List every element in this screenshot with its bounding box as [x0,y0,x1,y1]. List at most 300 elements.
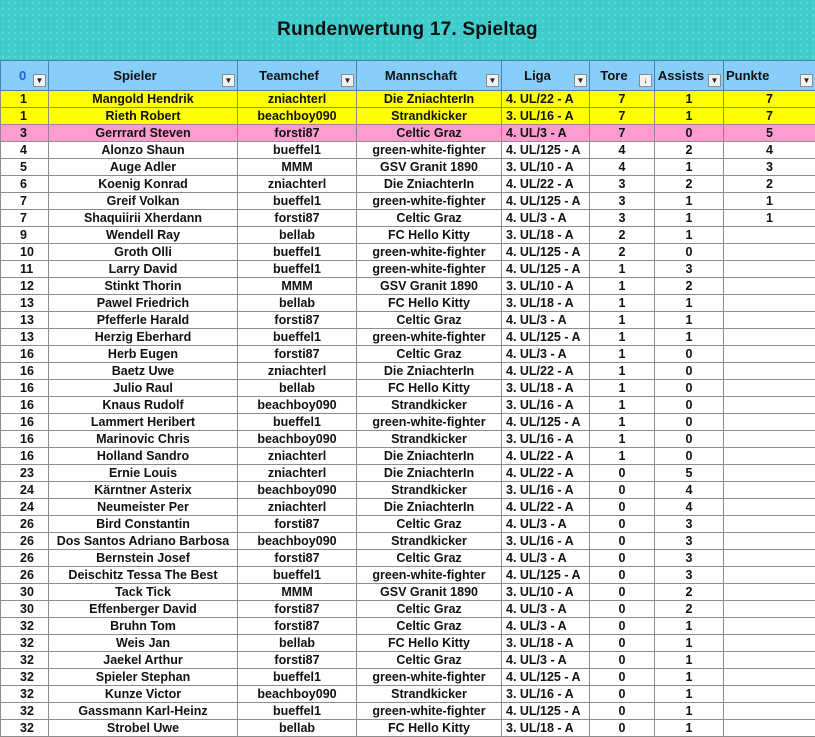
cell-rank[interactable]: 13 [1,312,49,329]
cell-mannschaft[interactable]: FC Hello Kitty [357,295,502,312]
cell-player[interactable]: Koenig Konrad [49,176,238,193]
cell-mannschaft[interactable]: FC Hello Kitty [357,635,502,652]
cell-liga[interactable]: 3. UL/16 - A [502,533,590,550]
cell-teamchef[interactable]: zniachterl [238,363,357,380]
cell-rank[interactable]: 32 [1,686,49,703]
cell-player[interactable]: Knaus Rudolf [49,397,238,414]
cell-tore[interactable]: 4 [590,159,655,176]
cell-teamchef[interactable]: zniachterl [238,465,357,482]
cell-teamchef[interactable]: beachboy090 [238,482,357,499]
cell-mannschaft[interactable]: green-white-fighter [357,261,502,278]
cell-punkte[interactable] [724,550,815,567]
cell-assists[interactable]: 1 [655,210,724,227]
cell-assists[interactable]: 2 [655,278,724,295]
cell-assists[interactable]: 0 [655,448,724,465]
cell-rank[interactable]: 4 [1,142,49,159]
cell-mannschaft[interactable]: Celtic Graz [357,516,502,533]
column-header-punkte[interactable] [724,61,815,91]
cell-player[interactable]: Mangold Hendrik [49,91,238,108]
cell-mannschaft[interactable]: Celtic Graz [357,312,502,329]
cell-player[interactable]: Greif Volkan [49,193,238,210]
cell-player[interactable]: Shaquiirii Xherdann [49,210,238,227]
cell-teamchef[interactable]: bellab [238,227,357,244]
cell-teamchef[interactable]: forsti87 [238,601,357,618]
cell-punkte[interactable] [724,669,815,686]
cell-mannschaft[interactable]: Strandkicker [357,533,502,550]
cell-rank[interactable]: 16 [1,363,49,380]
cell-liga[interactable]: 3. UL/18 - A [502,380,590,397]
cell-teamchef[interactable]: forsti87 [238,125,357,142]
cell-punkte[interactable] [724,516,815,533]
cell-punkte[interactable] [724,652,815,669]
column-header-tore[interactable] [590,61,655,91]
cell-punkte[interactable]: 4 [724,142,815,159]
cell-rank[interactable]: 32 [1,720,49,737]
cell-rank[interactable]: 26 [1,533,49,550]
cell-player[interactable]: Rieth Robert [49,108,238,125]
column-header-rank[interactable] [1,61,49,91]
cell-rank[interactable]: 6 [1,176,49,193]
cell-mannschaft[interactable]: green-white-fighter [357,567,502,584]
cell-tore[interactable]: 1 [590,295,655,312]
cell-tore[interactable]: 0 [590,618,655,635]
cell-punkte[interactable] [724,584,815,601]
cell-mannschaft[interactable]: GSV Granit 1890 [357,159,502,176]
cell-tore[interactable]: 0 [590,550,655,567]
cell-player[interactable]: Alonzo Shaun [49,142,238,159]
cell-teamchef[interactable]: forsti87 [238,346,357,363]
cell-assists[interactable]: 1 [655,652,724,669]
cell-rank[interactable]: 16 [1,448,49,465]
cell-tore[interactable]: 1 [590,448,655,465]
cell-liga[interactable]: 4. UL/125 - A [502,669,590,686]
cell-assists[interactable]: 0 [655,244,724,261]
filter-dropdown-icon[interactable]: ▼ [33,74,46,87]
cell-teamchef[interactable]: MMM [238,584,357,601]
cell-liga[interactable]: 4. UL/22 - A [502,91,590,108]
cell-tore[interactable]: 0 [590,686,655,703]
cell-rank[interactable]: 32 [1,652,49,669]
cell-assists[interactable]: 1 [655,618,724,635]
cell-tore[interactable]: 0 [590,652,655,669]
cell-teamchef[interactable]: beachboy090 [238,686,357,703]
cell-mannschaft[interactable]: Strandkicker [357,108,502,125]
cell-assists[interactable]: 1 [655,720,724,737]
cell-liga[interactable]: 3. UL/10 - A [502,278,590,295]
cell-player[interactable]: Bernstein Josef [49,550,238,567]
cell-rank[interactable]: 26 [1,550,49,567]
cell-punkte[interactable]: 2 [724,176,815,193]
cell-rank[interactable]: 26 [1,516,49,533]
cell-punkte[interactable] [724,244,815,261]
cell-punkte[interactable] [724,278,815,295]
cell-assists[interactable]: 3 [655,261,724,278]
cell-mannschaft[interactable]: Celtic Graz [357,210,502,227]
cell-tore[interactable]: 1 [590,397,655,414]
cell-player[interactable]: Kärntner Asterix [49,482,238,499]
cell-tore[interactable]: 7 [590,108,655,125]
cell-assists[interactable]: 3 [655,550,724,567]
cell-liga[interactable]: 3. UL/10 - A [502,159,590,176]
cell-teamchef[interactable]: zniachterl [238,91,357,108]
cell-rank[interactable]: 7 [1,193,49,210]
cell-punkte[interactable] [724,601,815,618]
filter-dropdown-icon[interactable]: ▼ [574,74,587,87]
cell-player[interactable]: Deischitz Tessa The Best [49,567,238,584]
cell-liga[interactable]: 4. UL/3 - A [502,618,590,635]
cell-mannschaft[interactable]: green-white-fighter [357,244,502,261]
cell-tore[interactable]: 1 [590,380,655,397]
cell-tore[interactable]: 1 [590,414,655,431]
cell-mannschaft[interactable]: Die ZniachterIn [357,363,502,380]
cell-player[interactable]: Dos Santos Adriano Barbosa [49,533,238,550]
cell-tore[interactable]: 0 [590,669,655,686]
cell-rank[interactable]: 9 [1,227,49,244]
cell-punkte[interactable] [724,431,815,448]
cell-player[interactable]: Groth Olli [49,244,238,261]
cell-liga[interactable]: 4. UL/125 - A [502,703,590,720]
cell-rank[interactable]: 13 [1,295,49,312]
cell-liga[interactable]: 4. UL/3 - A [502,601,590,618]
cell-tore[interactable]: 3 [590,193,655,210]
cell-player[interactable]: Tack Tick [49,584,238,601]
cell-tore[interactable]: 2 [590,244,655,261]
cell-rank[interactable]: 24 [1,499,49,516]
cell-assists[interactable]: 2 [655,584,724,601]
cell-teamchef[interactable]: bueffel1 [238,142,357,159]
cell-liga[interactable]: 4. UL/22 - A [502,363,590,380]
cell-rank[interactable]: 30 [1,601,49,618]
cell-tore[interactable]: 4 [590,142,655,159]
cell-punkte[interactable] [724,635,815,652]
cell-rank[interactable]: 16 [1,397,49,414]
cell-punkte[interactable] [724,312,815,329]
cell-assists[interactable]: 0 [655,397,724,414]
cell-tore[interactable]: 7 [590,125,655,142]
cell-assists[interactable]: 1 [655,686,724,703]
cell-tore[interactable]: 0 [590,516,655,533]
cell-tore[interactable]: 1 [590,346,655,363]
cell-mannschaft[interactable]: green-white-fighter [357,193,502,210]
cell-punkte[interactable] [724,482,815,499]
cell-teamchef[interactable]: zniachterl [238,448,357,465]
cell-rank[interactable]: 16 [1,414,49,431]
cell-mannschaft[interactable]: Die ZniachterIn [357,91,502,108]
cell-player[interactable]: Spieler Stephan [49,669,238,686]
cell-mannschaft[interactable]: Die ZniachterIn [357,176,502,193]
cell-teamchef[interactable]: bellab [238,635,357,652]
cell-player[interactable]: Kunze Victor [49,686,238,703]
cell-mannschaft[interactable]: GSV Granit 1890 [357,278,502,295]
cell-player[interactable]: Strobel Uwe [49,720,238,737]
cell-assists[interactable]: 2 [655,142,724,159]
cell-liga[interactable]: 4. UL/3 - A [502,550,590,567]
cell-mannschaft[interactable]: Celtic Graz [357,618,502,635]
cell-teamchef[interactable]: bueffel1 [238,329,357,346]
cell-punkte[interactable] [724,465,815,482]
cell-assists[interactable]: 2 [655,176,724,193]
cell-player[interactable]: Marinovic Chris [49,431,238,448]
cell-assists[interactable]: 0 [655,363,724,380]
cell-punkte[interactable] [724,499,815,516]
cell-player[interactable]: Gerrrard Steven [49,125,238,142]
cell-punkte[interactable] [724,618,815,635]
cell-player[interactable]: Auge Adler [49,159,238,176]
cell-punkte[interactable] [724,380,815,397]
cell-assists[interactable]: 0 [655,414,724,431]
cell-punkte[interactable]: 3 [724,159,815,176]
cell-tore[interactable]: 0 [590,567,655,584]
cell-tore[interactable]: 1 [590,261,655,278]
cell-assists[interactable]: 1 [655,669,724,686]
cell-liga[interactable]: 3. UL/16 - A [502,431,590,448]
cell-assists[interactable]: 0 [655,431,724,448]
cell-assists[interactable]: 1 [655,108,724,125]
cell-tore[interactable]: 1 [590,363,655,380]
cell-assists[interactable]: 3 [655,533,724,550]
cell-player[interactable]: Herzig Eberhard [49,329,238,346]
cell-teamchef[interactable]: zniachterl [238,499,357,516]
cell-rank[interactable]: 32 [1,703,49,720]
cell-rank[interactable]: 26 [1,567,49,584]
column-header-spieler[interactable] [49,61,238,91]
cell-liga[interactable]: 3. UL/10 - A [502,584,590,601]
cell-player[interactable]: Stinkt Thorin [49,278,238,295]
cell-assists[interactable]: 1 [655,159,724,176]
cell-rank[interactable]: 11 [1,261,49,278]
cell-teamchef[interactable]: beachboy090 [238,533,357,550]
cell-liga[interactable]: 4. UL/3 - A [502,346,590,363]
cell-mannschaft[interactable]: FC Hello Kitty [357,720,502,737]
cell-rank[interactable]: 30 [1,584,49,601]
cell-punkte[interactable]: 1 [724,193,815,210]
cell-teamchef[interactable]: bueffel1 [238,193,357,210]
cell-tore[interactable]: 1 [590,431,655,448]
cell-player[interactable]: Ernie Louis [49,465,238,482]
cell-player[interactable]: Pfefferle Harald [49,312,238,329]
cell-mannschaft[interactable]: green-white-fighter [357,329,502,346]
cell-rank[interactable]: 24 [1,482,49,499]
cell-mannschaft[interactable]: green-white-fighter [357,703,502,720]
cell-mannschaft[interactable]: Die ZniachterIn [357,465,502,482]
cell-rank[interactable]: 16 [1,346,49,363]
cell-mannschaft[interactable]: Celtic Graz [357,346,502,363]
cell-punkte[interactable] [724,448,815,465]
cell-liga[interactable]: 4. UL/125 - A [502,567,590,584]
cell-liga[interactable]: 3. UL/16 - A [502,108,590,125]
cell-rank[interactable]: 7 [1,210,49,227]
cell-liga[interactable]: 4. UL/125 - A [502,244,590,261]
cell-teamchef[interactable]: bueffel1 [238,567,357,584]
column-header-assists[interactable] [655,61,724,91]
cell-player[interactable]: Effenberger David [49,601,238,618]
cell-player[interactable]: Neumeister Per [49,499,238,516]
cell-punkte[interactable] [724,533,815,550]
cell-teamchef[interactable]: forsti87 [238,618,357,635]
cell-punkte[interactable] [724,397,815,414]
cell-liga[interactable]: 3. UL/18 - A [502,295,590,312]
cell-tore[interactable]: 0 [590,533,655,550]
cell-mannschaft[interactable]: FC Hello Kitty [357,380,502,397]
cell-assists[interactable]: 3 [655,516,724,533]
cell-tore[interactable]: 1 [590,329,655,346]
cell-liga[interactable]: 4. UL/3 - A [502,652,590,669]
filter-dropdown-icon[interactable]: ▼ [222,74,235,87]
cell-teamchef[interactable]: bellab [238,380,357,397]
cell-tore[interactable]: 0 [590,465,655,482]
column-header-liga[interactable] [502,61,590,91]
cell-liga[interactable]: 4. UL/3 - A [502,312,590,329]
cell-teamchef[interactable]: bellab [238,720,357,737]
cell-punkte[interactable] [724,720,815,737]
cell-mannschaft[interactable]: Celtic Graz [357,125,502,142]
cell-punkte[interactable] [724,295,815,312]
cell-liga[interactable]: 3. UL/18 - A [502,227,590,244]
cell-mannschaft[interactable]: Celtic Graz [357,652,502,669]
cell-tore[interactable]: 0 [590,482,655,499]
cell-player[interactable]: Lammert Heribert [49,414,238,431]
cell-rank[interactable]: 1 [1,91,49,108]
cell-punkte[interactable] [724,414,815,431]
cell-tore[interactable]: 3 [590,176,655,193]
cell-mannschaft[interactable]: Celtic Graz [357,550,502,567]
cell-rank[interactable]: 16 [1,431,49,448]
cell-player[interactable]: Wendell Ray [49,227,238,244]
cell-teamchef[interactable]: beachboy090 [238,108,357,125]
cell-mannschaft[interactable]: Strandkicker [357,397,502,414]
cell-liga[interactable]: 4. UL/3 - A [502,516,590,533]
cell-assists[interactable]: 2 [655,601,724,618]
cell-punkte[interactable] [724,703,815,720]
cell-teamchef[interactable]: beachboy090 [238,397,357,414]
cell-assists[interactable]: 1 [655,635,724,652]
cell-player[interactable]: Weis Jan [49,635,238,652]
cell-mannschaft[interactable]: green-white-fighter [357,414,502,431]
cell-mannschaft[interactable]: green-white-fighter [357,142,502,159]
cell-liga[interactable]: 4. UL/22 - A [502,465,590,482]
cell-teamchef[interactable]: bueffel1 [238,669,357,686]
cell-rank[interactable]: 32 [1,669,49,686]
cell-liga[interactable]: 3. UL/18 - A [502,635,590,652]
cell-tore[interactable]: 3 [590,210,655,227]
cell-teamchef[interactable]: MMM [238,159,357,176]
cell-player[interactable]: Herb Eugen [49,346,238,363]
cell-liga[interactable]: 4. UL/125 - A [502,261,590,278]
cell-assists[interactable]: 1 [655,91,724,108]
cell-player[interactable]: Jaekel Arthur [49,652,238,669]
cell-rank[interactable]: 16 [1,380,49,397]
cell-mannschaft[interactable]: green-white-fighter [357,669,502,686]
cell-mannschaft[interactable]: GSV Granit 1890 [357,584,502,601]
cell-teamchef[interactable]: bellab [238,295,357,312]
cell-liga[interactable]: 4. UL/3 - A [502,210,590,227]
cell-player[interactable]: Julio Raul [49,380,238,397]
cell-mannschaft[interactable]: Die ZniachterIn [357,448,502,465]
cell-assists[interactable]: 1 [655,193,724,210]
cell-assists[interactable]: 0 [655,125,724,142]
column-header-teamchef[interactable] [238,61,357,91]
cell-tore[interactable]: 1 [590,278,655,295]
cell-assists[interactable]: 0 [655,380,724,397]
cell-punkte[interactable]: 5 [724,125,815,142]
cell-punkte[interactable] [724,686,815,703]
cell-teamchef[interactable]: bueffel1 [238,703,357,720]
cell-teamchef[interactable]: zniachterl [238,176,357,193]
cell-tore[interactable]: 0 [590,499,655,516]
cell-player[interactable]: Baetz Uwe [49,363,238,380]
cell-teamchef[interactable]: forsti87 [238,210,357,227]
cell-liga[interactable]: 3. UL/16 - A [502,482,590,499]
cell-punkte[interactable] [724,261,815,278]
cell-tore[interactable]: 0 [590,720,655,737]
cell-punkte[interactable]: 1 [724,210,815,227]
cell-player[interactable]: Bruhn Tom [49,618,238,635]
cell-punkte[interactable] [724,346,815,363]
cell-liga[interactable]: 4. UL/22 - A [502,448,590,465]
cell-rank[interactable]: 23 [1,465,49,482]
cell-assists[interactable]: 1 [655,329,724,346]
cell-liga[interactable]: 4. UL/3 - A [502,125,590,142]
cell-liga[interactable]: 3. UL/16 - A [502,686,590,703]
cell-teamchef[interactable]: forsti87 [238,516,357,533]
cell-teamchef[interactable]: bueffel1 [238,261,357,278]
cell-punkte[interactable]: 7 [724,108,815,125]
cell-rank[interactable]: 5 [1,159,49,176]
cell-player[interactable]: Bird Constantin [49,516,238,533]
cell-liga[interactable]: 4. UL/125 - A [502,142,590,159]
cell-assists[interactable]: 0 [655,346,724,363]
cell-teamchef[interactable]: forsti87 [238,652,357,669]
cell-mannschaft[interactable]: Die ZniachterIn [357,499,502,516]
cell-mannschaft[interactable]: Strandkicker [357,686,502,703]
cell-teamchef[interactable]: beachboy090 [238,431,357,448]
cell-teamchef[interactable]: forsti87 [238,550,357,567]
cell-player[interactable]: Gassmann Karl-Heinz [49,703,238,720]
cell-tore[interactable]: 7 [590,91,655,108]
cell-liga[interactable]: 4. UL/125 - A [502,414,590,431]
cell-assists[interactable]: 1 [655,295,724,312]
cell-mannschaft[interactable]: FC Hello Kitty [357,227,502,244]
cell-tore[interactable]: 0 [590,703,655,720]
cell-player[interactable]: Holland Sandro [49,448,238,465]
cell-rank[interactable]: 1 [1,108,49,125]
filter-dropdown-icon[interactable]: ▼ [486,74,499,87]
cell-assists[interactable]: 1 [655,703,724,720]
cell-teamchef[interactable]: bueffel1 [238,244,357,261]
cell-punkte[interactable] [724,227,815,244]
column-header-mannschaft[interactable] [357,61,502,91]
cell-punkte[interactable] [724,329,815,346]
cell-mannschaft[interactable]: Strandkicker [357,431,502,448]
cell-assists[interactable]: 4 [655,482,724,499]
cell-liga[interactable]: 4. UL/22 - A [502,499,590,516]
cell-assists[interactable]: 1 [655,312,724,329]
cell-teamchef[interactable]: MMM [238,278,357,295]
cell-player[interactable]: Pawel Friedrich [49,295,238,312]
filter-dropdown-icon[interactable]: ▼ [800,74,813,87]
cell-assists[interactable]: 1 [655,227,724,244]
cell-rank[interactable]: 32 [1,618,49,635]
cell-rank[interactable]: 13 [1,329,49,346]
cell-tore[interactable]: 2 [590,227,655,244]
cell-punkte[interactable]: 7 [724,91,815,108]
cell-rank[interactable]: 10 [1,244,49,261]
cell-rank[interactable]: 32 [1,635,49,652]
cell-tore[interactable]: 0 [590,635,655,652]
cell-tore[interactable]: 0 [590,584,655,601]
cell-assists[interactable]: 5 [655,465,724,482]
cell-tore[interactable]: 0 [590,601,655,618]
